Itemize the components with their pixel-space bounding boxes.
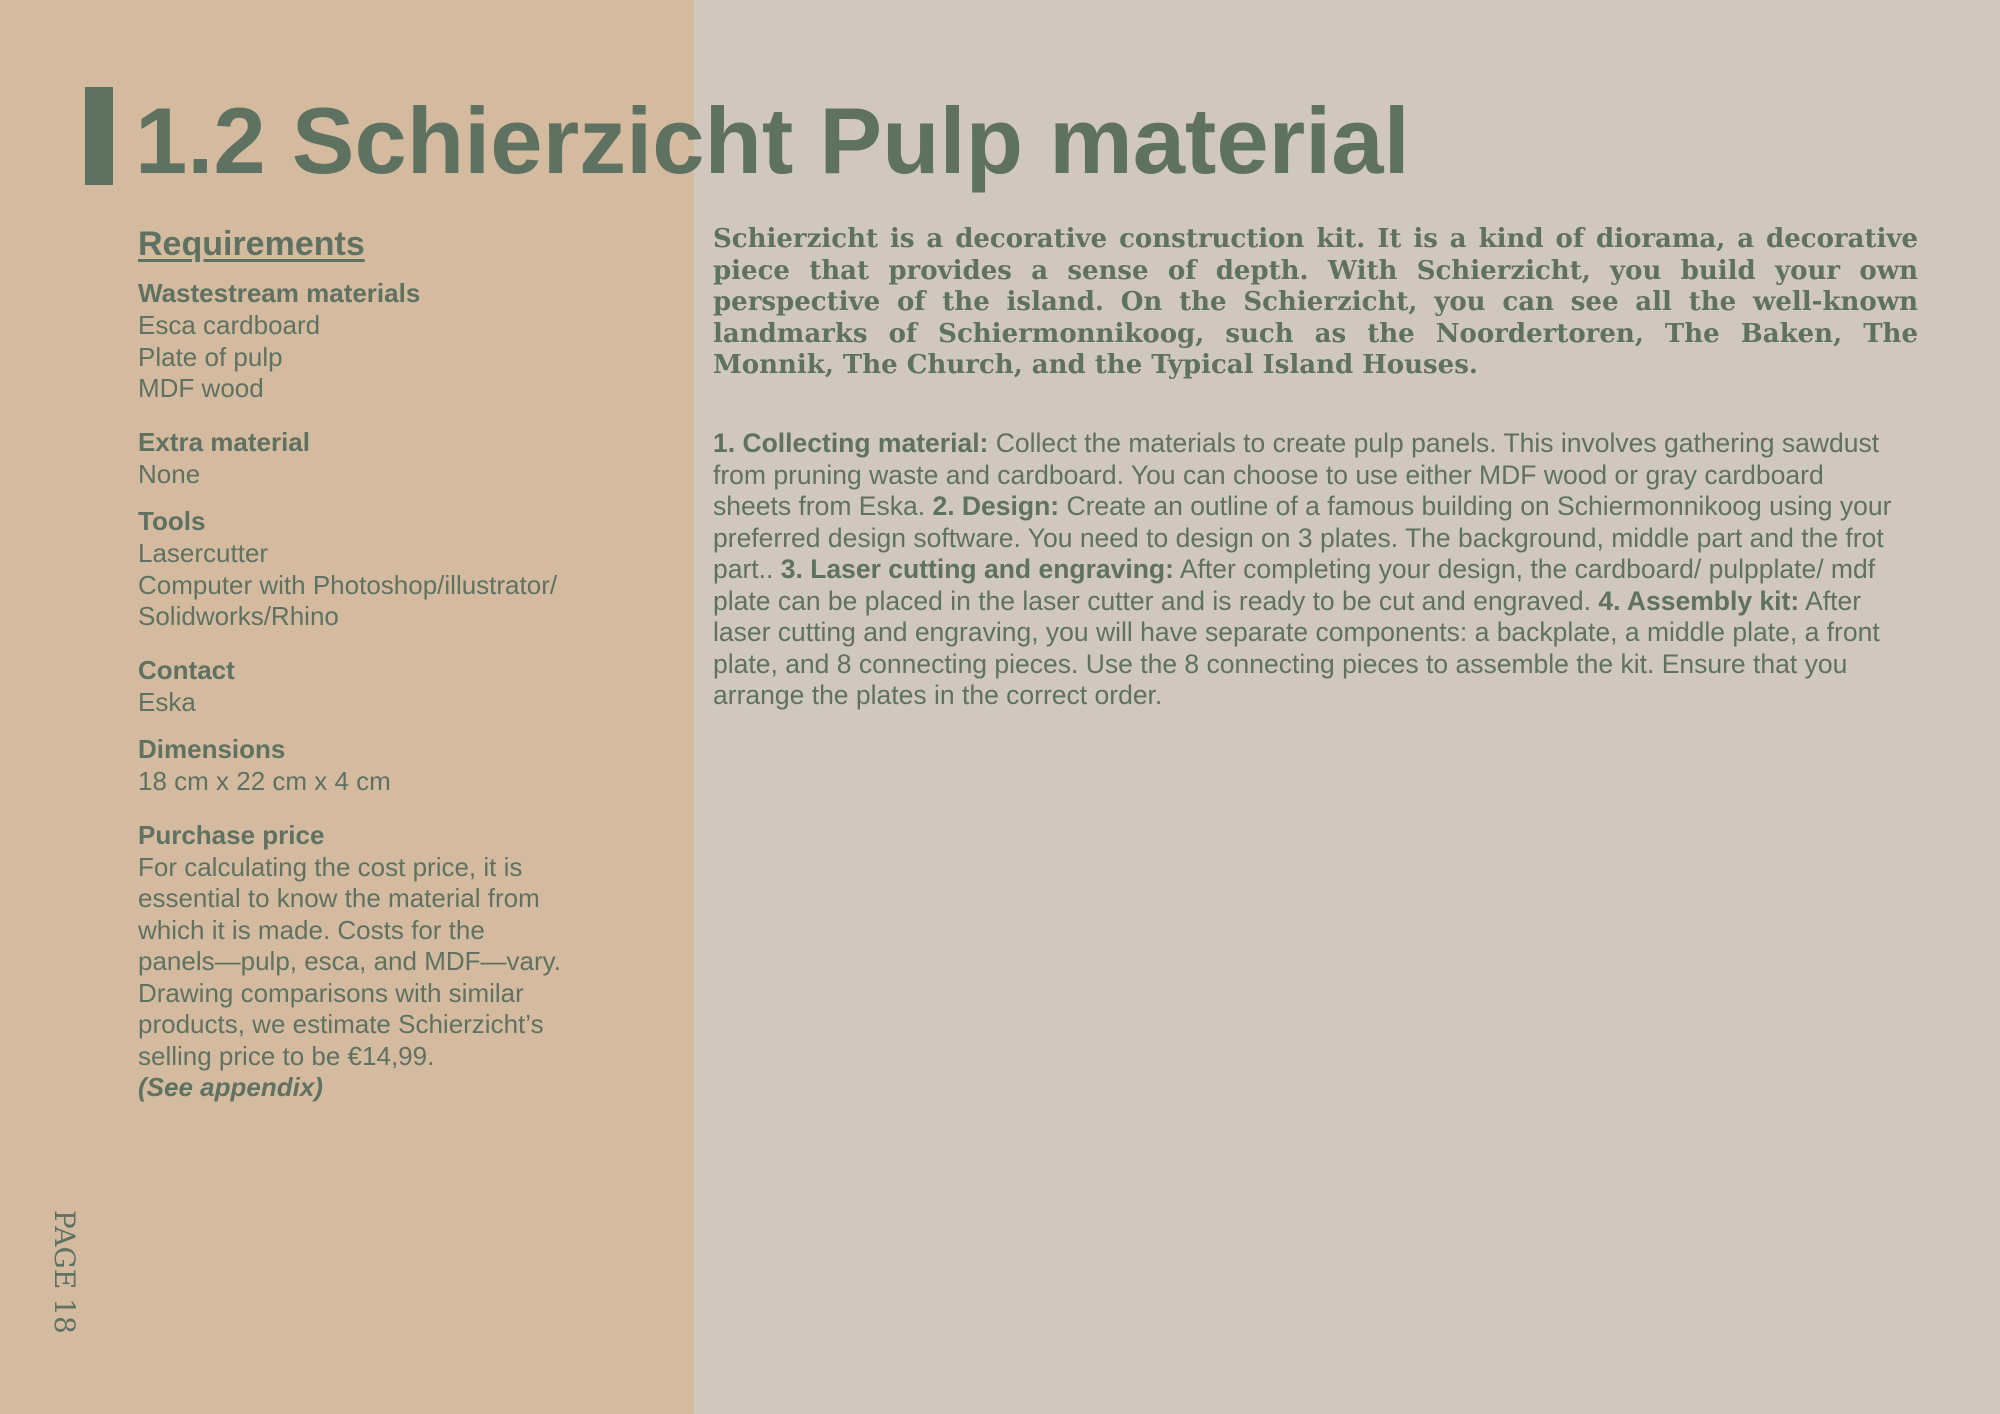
list-item: Solidworks/Rhino [138,601,339,631]
page-number: PAGE 18 [48,1210,81,1334]
list-item: Computer with Photoshop/illustrator/ [138,569,558,600]
requirements-sidebar [138,222,658,1118]
requirements-heading: Requirements [138,225,365,263]
steps-paragraph [713,428,1903,712]
list-item: Esca cardboard [138,310,321,340]
paragraph-line: essential to know the material from [138,883,540,913]
section-wastestream [138,276,658,405]
step-label: 2. Design: [932,491,1060,521]
section-title: Contact [138,654,235,685]
list-item: 18 cm x 22 cm x 4 cm [138,766,391,796]
list-item: MDF wood [138,373,264,403]
paragraph-line: Drawing comparisons with similar [138,977,524,1008]
section-title: Tools [138,506,206,536]
paragraph-line: panels—pulp, esca, and MDF—vary. [138,946,561,976]
section-purchase-price [138,818,658,1104]
list-item: Plate of pulp [138,341,283,372]
step-text: Create an outline of a famous building on Schiermonnikoog using your preferred design software. You need to design on 3 plates. The background, middle part and the frot part.. [713,491,1892,584]
section-dimensions [138,732,658,798]
section-title: Wastestream materials [138,278,421,308]
section-title: Dimensions [138,734,286,764]
step-label: 3. Laser cutting and engraving: [780,554,1174,584]
section-title: Purchase price [138,819,325,850]
list-item: Eska [138,686,196,717]
step-text: Collect the materials to create pulp panels. This involves gathering sawdust from pruning waste and cardboard. You can choose to use either MDF wood or gray cardboard sheets from Eska. [713,428,1880,521]
page-title: 1.2 Schierzicht Pulp material [135,88,1410,193]
intro-paragraph: Schierzicht is a decorative construction kit. It is a kind of diorama, a decorative piece that provides a sense of depth. With Schierzicht, you build your own perspective of the island. On the Schierzicht, you can see all the well-known landmarks of Schiermonnikoog, such as the Noordertoren, The Baken, The Monnik, The Church, and the Typical Island Houses. [713,224,1918,380]
appendix-note: (See appendix) [138,1072,323,1102]
list-item: None [138,458,201,489]
paragraph-line: which it is made. Costs for the [138,914,485,945]
step-text: After completing your design, the cardboard/ pulpplate/ mdf plate can be placed in the laser cutter and is ready to be cut and engraved. [713,554,1876,616]
step-label: 4. Assembly kit: [1598,585,1800,616]
section-extra-material [138,425,658,491]
paragraph-line: For calculating the cost price, it is [138,851,523,882]
title-accent-bar [85,87,113,185]
paragraph-line: selling price to be €14,99. [138,1040,435,1071]
step-label: 1. Collecting material: [713,428,989,458]
list-item: Lasercutter [138,538,269,568]
section-title: Extra material [138,426,310,457]
section-contact [138,653,658,719]
section-tools [138,504,658,633]
step-text: After laser cutting and engraving, you will have separate components: a backplate, a middle plate, a front plate, and 8 connecting pieces. Use the 8 connecting pieces to assemble the kit. Ensure that you arrange the plates in the correct order. [713,585,1880,710]
paragraph-line: products, we estimate Schierzicht’s [138,1009,544,1039]
